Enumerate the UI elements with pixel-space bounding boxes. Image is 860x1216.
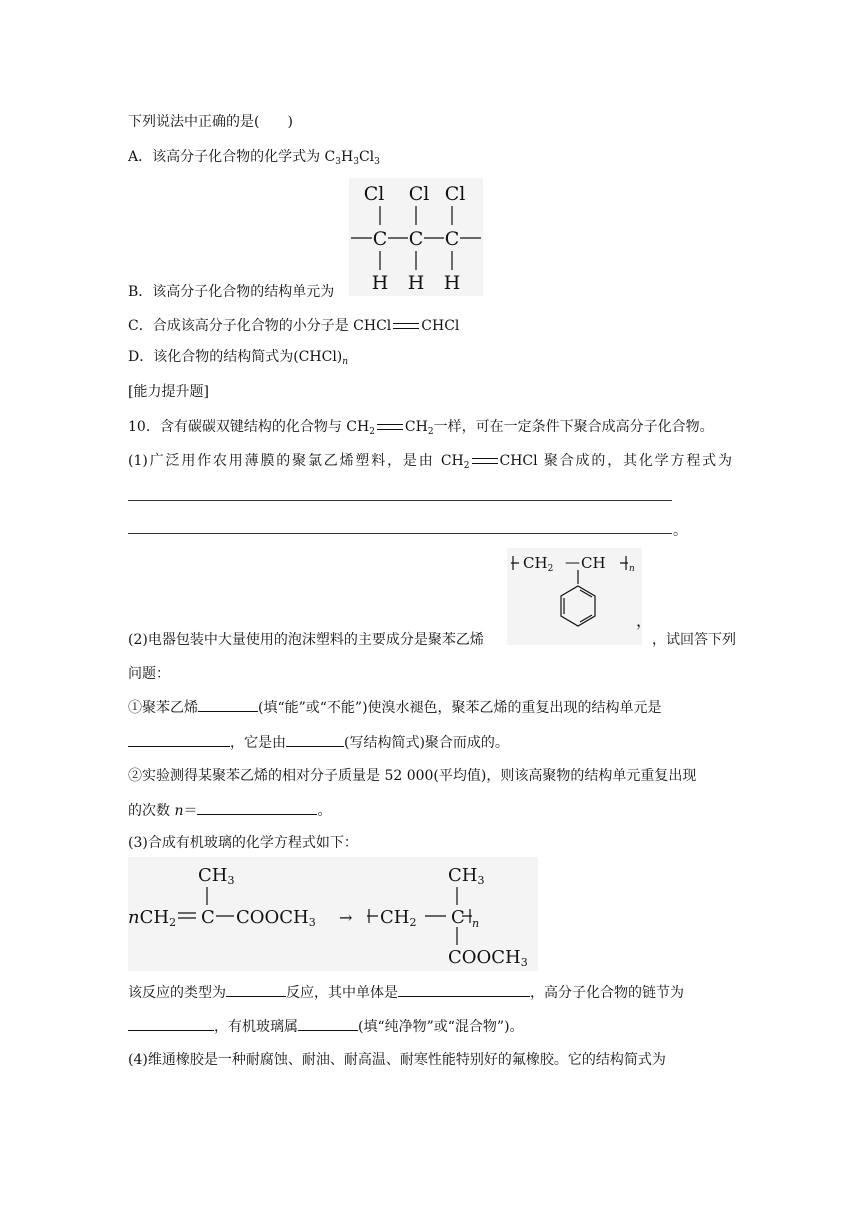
svg-text:CH3: CH3 [448,865,485,887]
svg-text:nCH2: nCH2 [128,907,177,929]
blank-7[interactable] [128,1016,214,1031]
h-label-2: H [407,272,425,294]
cl-label-2: Cl [408,183,430,205]
q10-sub-ii: ②实验测得某聚苯乙烯的相对分子质量是 52 000(平均值)，则该高聚物的结构单元重复出现 [128,768,697,784]
svg-text:C: C [201,907,215,928]
q9-option-d: D．该化合物的结构简式为$(CHCl)_n$ [128,349,349,367]
q10-stem: 10．含有碳碳双键结构的化合物与 $CH_2$ $CH_2$一样，可在一定条件下聚合成高分子化合物。 [128,419,714,437]
figure-comma: ， [636,611,653,630]
blank-3[interactable] [286,732,344,747]
c-label-1: C [372,228,388,250]
svg-text:C: C [451,907,465,928]
c-label-2: C [408,228,424,250]
ps-ch-label: CH [581,554,606,572]
answer-period: 。 [673,523,687,539]
h-label-3: H [443,272,461,294]
q10-sub-ii-cont: 的次数 n＝ 。 [128,800,331,821]
q10-sub-i-cont: ，它是由 (写结构简式)聚合而成的。 [128,732,509,753]
cl-label-3: Cl [444,183,466,205]
svg-text:CH3: CH3 [198,865,235,887]
structure-unit-figure [349,178,483,296]
ps-ch2-label: $CH_2$ [523,554,554,574]
q10-part2-tail: ，试回答下列 [652,632,736,648]
h-label-1: H [371,272,389,294]
q10-part4: (4)维通橡胶是一种耐腐蚀、耐油、耐高温、耐寒性能特别好的氟橡胶。它的结构简式为 [128,1052,666,1068]
section-heading: [能力提升题] [128,384,209,400]
polystyrene-figure [507,548,642,645]
q10-part3-answers: 该反应的类型为 反应，其中单体是 ，高分子化合物的链节为 [128,982,684,1003]
q10-part3: (3)合成有机玻璃的化学方程式如下： [128,835,358,851]
q10-part2-cont: 问题： [128,666,170,682]
q10-part2: (2)电器包装中大量使用的泡沫塑料的主要成分是聚苯乙烯 [128,632,484,648]
blank-2[interactable] [128,732,230,747]
c-label-3: C [444,228,460,250]
svg-text:→: → [339,908,353,927]
blank-5[interactable] [226,982,286,997]
svg-text:CH2: CH2 [380,907,417,929]
q10-sub-i: ①聚苯乙烯 (填“能”或“不能”)使溴水褪色，聚苯乙烯的重复出现的结构单元是 [128,697,662,718]
blank-8[interactable] [298,1016,358,1031]
pmma-equation-figure [128,857,538,971]
svg-text:n: n [472,917,480,930]
answer-line-1[interactable] [128,500,672,501]
q9-option-c: C．合成该高分子化合物的小分子是 CHCl CHCl [128,318,460,334]
q10-part1: (1)广泛用作农用薄膜的聚氯乙烯塑料，是由 $CH_2$ CHCl 聚合成的，其化学方程式为 [128,453,732,471]
answer-line-2[interactable] [128,533,672,534]
ps-n-label: n [629,564,635,574]
q9-stem: 下列说法中正确的是( ) [128,114,293,130]
svg-text:—: — [565,553,580,571]
svg-text:COOCH3: COOCH3 [236,907,316,929]
blank-6[interactable] [398,982,530,997]
q10-part3-answers-cont: ，有机玻璃属 (填“纯净物”或“混合物”)。 [128,1016,524,1037]
blank-4[interactable] [197,800,317,815]
q9-option-a: A．该高分子化合物的化学式为 $C_3H_3Cl_3$ [128,149,380,167]
q9-option-b: B．该高分子化合物的结构单元为 [128,284,335,300]
cl-label-1: Cl [363,183,385,205]
svg-text:COOCH3: COOCH3 [448,947,528,969]
blank-1[interactable] [198,697,258,712]
